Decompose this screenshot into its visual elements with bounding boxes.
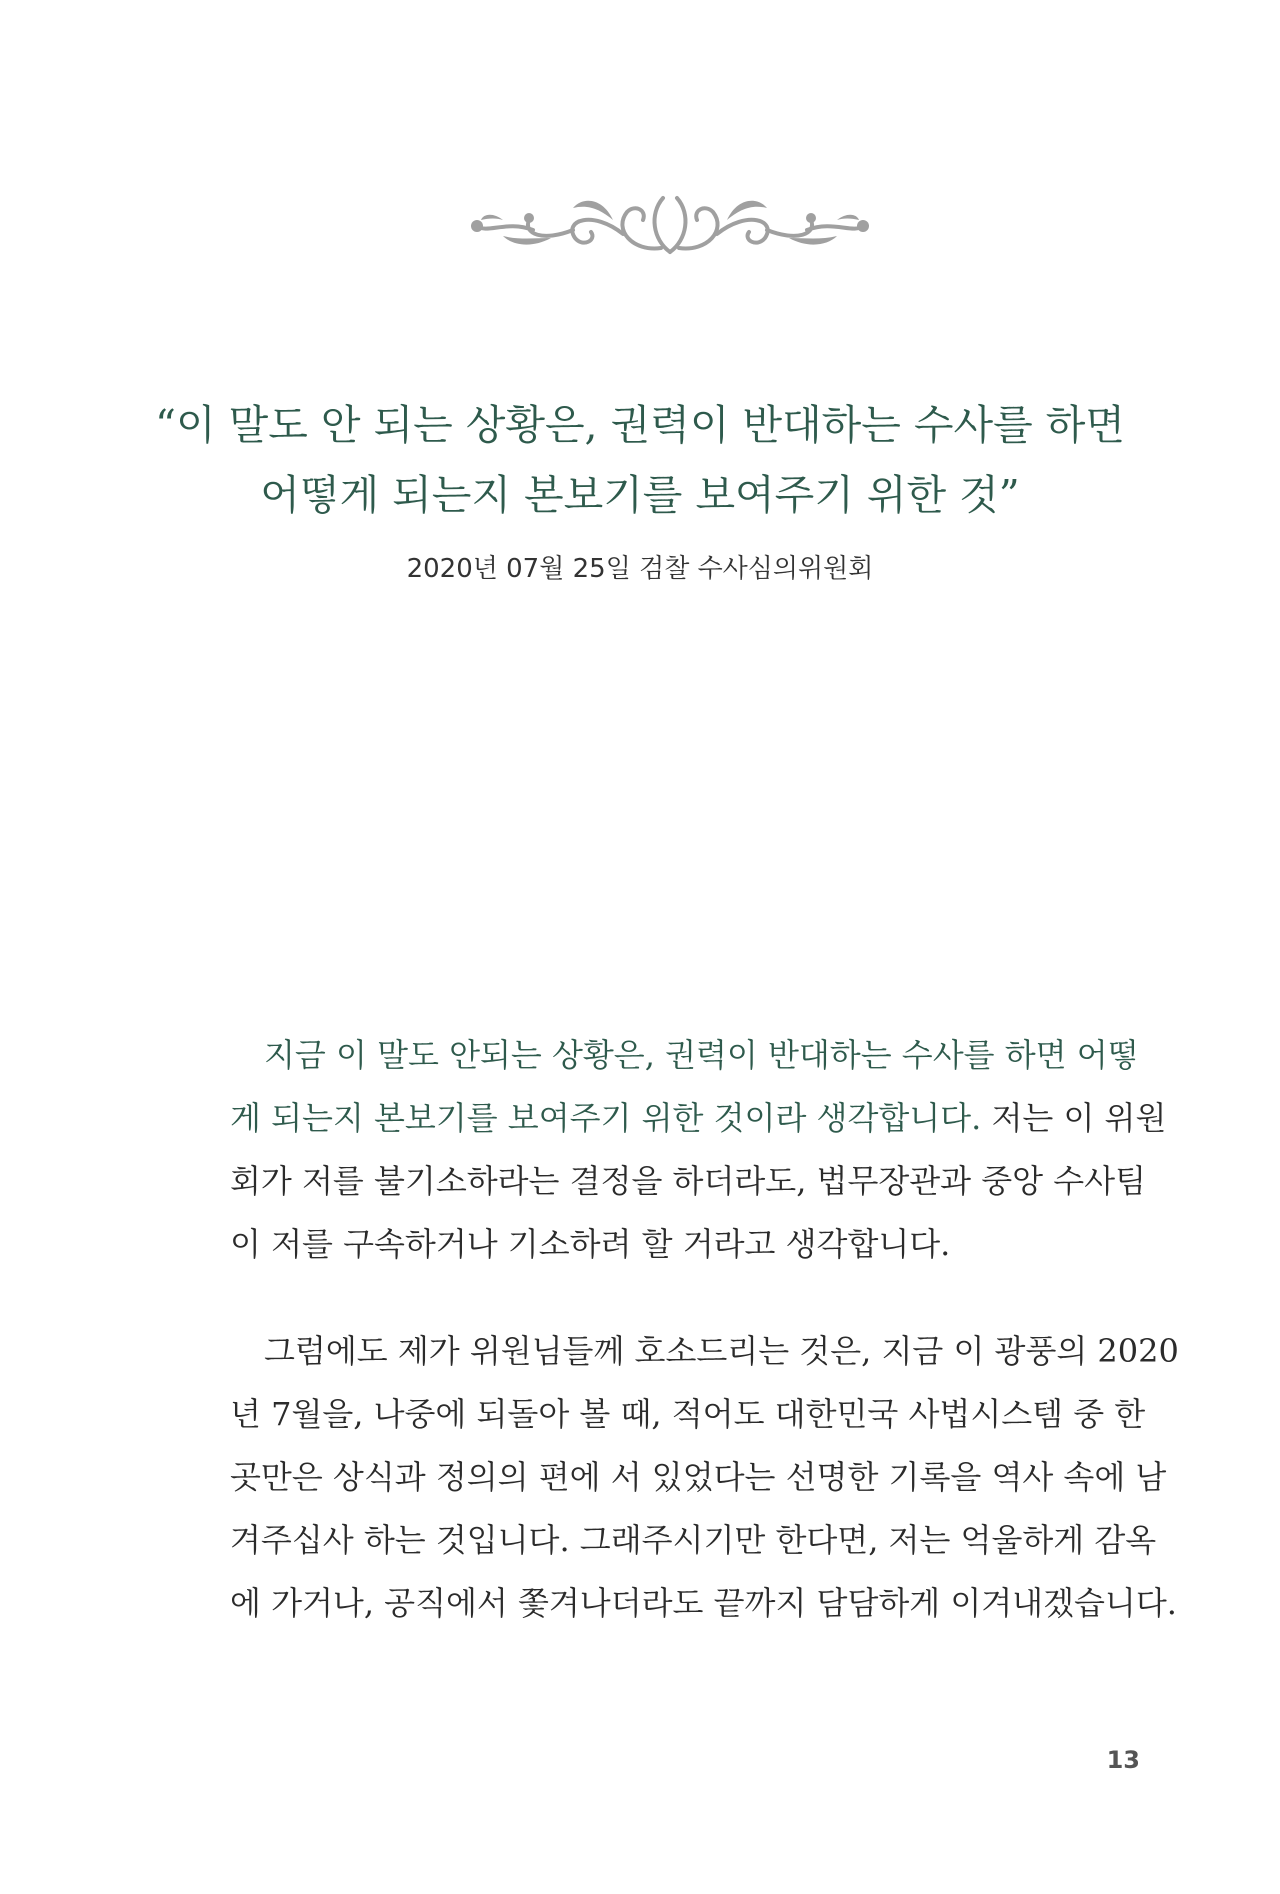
- paragraph-2-line-5: 에 가거나, 공직에서 쫓겨나더라도 끝까지 담담하게 이겨내겠습니다.: [230, 1584, 1177, 1622]
- paragraph-2-line-4: 겨주십사 하는 것입니다. 그래주시기만 한다면, 저는 억울하게 감옥: [230, 1521, 1157, 1559]
- paragraph-2-line-1: 그럼에도 제가 위원님들께 호소드리는 것은, 지금 이 광풍의 2020: [264, 1332, 1179, 1370]
- ornament-divider-icon: [463, 190, 877, 260]
- paragraph-1-line-2: [230, 1096, 1167, 1140]
- paragraph-2-line-3: 곳만은 상식과 정의의 편에 서 있었다는 선명한 기록을 역사 속에 남: [230, 1458, 1167, 1496]
- paragraph-1-line-2-rest: 저는 이 위원: [981, 1099, 1167, 1137]
- quote-line-1: “이 말도 안 되는 상황은, 권력이 반대하는 수사를 하면: [155, 401, 1125, 449]
- paragraph-1-line-2-green: 게 되는지 본보기를 보여주기 위한 것이라 생각합니다.: [230, 1099, 982, 1137]
- quote-source: 2020년 07월 25일 검찰 수사심의위원회: [406, 554, 874, 584]
- paragraph-1-line-3: 회가 저를 불기소하라는 결정을 하더라도, 법무장관과 중앙 수사팀: [230, 1162, 1147, 1200]
- paragraph-1-line-1: 지금 이 말도 안되는 상황은, 권력이 반대하는 수사를 하면 어떻: [264, 1036, 1139, 1074]
- quote-line-2: 어떻게 되는지 본보기를 보여주기 위한 것”: [260, 471, 1020, 519]
- page-number: 13: [1106, 1746, 1140, 1774]
- paragraph-2-line-2: 년 7월을, 나중에 되돌아 볼 때, 적어도 대한민국 사법시스템 중 한: [230, 1395, 1146, 1433]
- paragraph-1-line-4: 이 저를 구속하거나 기소하려 할 거라고 생각합니다.: [230, 1225, 951, 1263]
